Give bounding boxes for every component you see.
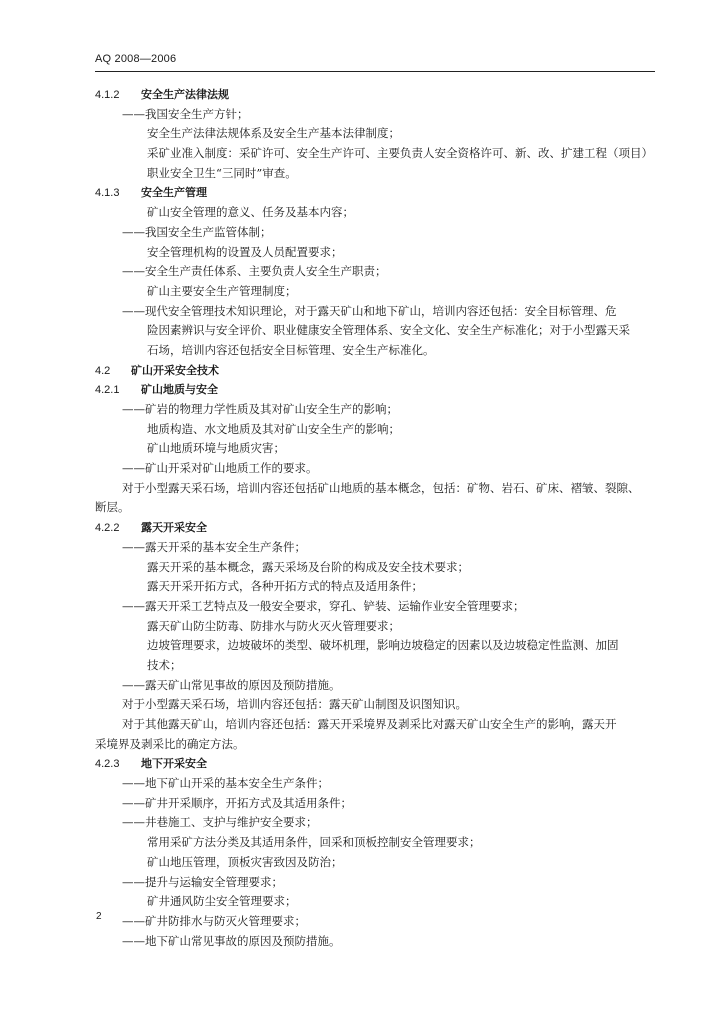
section-number: 4.1.2 bbox=[95, 89, 120, 101]
paragraph-continuation: 断层。 bbox=[95, 500, 130, 515]
list-item-text: 险因素辨识与安全评价、职业健康安全管理体系、安全文化、安全生产标准化；对于小型露天采 bbox=[147, 323, 630, 338]
list-item: ——提升与运输安全管理要求； bbox=[122, 874, 283, 889]
list-item-text: 矿山地质环境与地质灾害； bbox=[147, 441, 285, 456]
section-title: 地下开采安全 bbox=[141, 757, 207, 771]
document-body bbox=[0, 85, 724, 951]
section-number: 4.2 bbox=[95, 364, 111, 377]
paragraph-continuation: 采境界及剥采比的确定方法。 bbox=[95, 736, 245, 751]
list-item-text: 安全生产法律法规体系及安全生产基本法律制度； bbox=[147, 126, 400, 141]
list-item: ——现代安全管理技术知识理论，对于露天矿山和地下矿山，培训内容还包括：安全目标管理、危 bbox=[122, 303, 617, 318]
section-title: 露天开采安全 bbox=[141, 521, 207, 535]
section-number: 4.2.3 bbox=[95, 758, 120, 771]
list-item: ——井巷施工、支护与维护安全要求； bbox=[122, 815, 318, 830]
list-item-text: 采矿业准入制度：采矿许可、安全生产许可、主要负责人安全资格许可、新、改、扩建工程（项目） bbox=[147, 146, 653, 161]
paragraph: 对于小型露天采石场，培训内容还包括：露天矿山制图及识图知识。 bbox=[122, 697, 467, 712]
list-item-text: 常用采矿方法分类及其适用条件，回采和顶板控制安全管理要求； bbox=[147, 835, 481, 850]
section-number: 4.2.2 bbox=[95, 522, 120, 535]
list-item-text: 矿山安全管理的意义、任务及基本内容； bbox=[147, 205, 354, 220]
list-item-text: 露天开采的基本概念，露天采场及台阶的构成及安全技术要求； bbox=[147, 559, 469, 574]
list-item: ——矿山开采对矿山地质工作的要求。 bbox=[122, 461, 318, 476]
list-item: ——我国安全生产监管体制； bbox=[122, 224, 272, 239]
list-item-text: 矿井通风防尘安全管理要求； bbox=[147, 894, 297, 909]
list-item-text: 职业安全卫生“三同时”审查。 bbox=[147, 165, 297, 180]
list-item: ——矿井开采顺序，开拓方式及其适用条件； bbox=[122, 795, 352, 810]
list-item-text: 地质构造、水文地质及其对矿山安全生产的影响； bbox=[147, 421, 400, 436]
paragraph: 对于其他露天矿山，培训内容还包括：露天开采境界及剥采比对露天矿山安全生产的影响，露天开 bbox=[122, 717, 617, 731]
paragraph: 对于小型露天采石场，培训内容还包括矿山地质的基本概念，包括：矿物、岩石、矿床、褶皱、裂隙、 bbox=[122, 480, 640, 495]
section-heading bbox=[0, 85, 724, 105]
standard-code: AQ 2008—2006 bbox=[95, 53, 177, 65]
list-item: ——露天矿山常见事故的原因及预防措施。 bbox=[122, 677, 341, 692]
list-item-text: 矿山主要安全生产管理制度； bbox=[147, 283, 297, 298]
list-item: ——露天开采的基本安全生产条件； bbox=[122, 539, 306, 554]
section-heading bbox=[0, 183, 724, 203]
section-title: 安全生产管理 bbox=[141, 186, 207, 200]
section-heading bbox=[0, 754, 724, 774]
section-title: 矿山地质与安全 bbox=[141, 383, 218, 397]
section-number: 4.1.3 bbox=[95, 187, 120, 200]
section-heading bbox=[0, 361, 724, 381]
list-item-text: 技术； bbox=[147, 657, 182, 672]
section-heading bbox=[0, 518, 724, 538]
list-item: ——露天开采工艺特点及一般安全要求，穿孔、铲装、运输作业安全管理要求； bbox=[122, 598, 525, 613]
list-item-text: 边坡管理要求，边坡破坏的类型、破坏机理，影响边坡稳定的因素以及边坡稳定性监测、加固 bbox=[147, 638, 619, 653]
list-item: ——矿井防排水与防灭火管理要求； bbox=[122, 913, 306, 928]
header-rule bbox=[95, 71, 655, 72]
list-item: ——地下矿山开采的基本安全生产条件； bbox=[122, 776, 329, 791]
list-item-text: 露天开采开拓方式，各种开拓方式的特点及适用条件； bbox=[147, 579, 423, 594]
list-item: ——地下矿山常见事故的原因及预防措施。 bbox=[122, 933, 341, 948]
section-heading bbox=[0, 380, 724, 400]
list-item-text: 矿山地压管理，顶板灾害致因及防治； bbox=[147, 854, 343, 869]
section-title: 矿山开采安全技术 bbox=[131, 363, 219, 377]
list-item-text: 露天矿山防尘防毒、防排水与防火灭火管理要求； bbox=[147, 618, 400, 633]
list-item: ——安全生产责任体系、主要负责人安全生产职责； bbox=[122, 264, 387, 279]
section-number: 4.2.1 bbox=[95, 384, 120, 397]
list-item-text: 安全管理机构的设置及人员配置要求； bbox=[147, 244, 343, 259]
list-item-text: 石场，培训内容还包括安全目标管理、安全生产标准化。 bbox=[147, 342, 435, 357]
list-item: ——我国安全生产方针； bbox=[122, 106, 249, 121]
list-item: ——矿岩的物理力学性质及其对矿山安全生产的影响； bbox=[122, 402, 398, 416]
section-title: 安全生产法律法规 bbox=[141, 88, 229, 101]
page-number: 2 bbox=[96, 911, 102, 922]
